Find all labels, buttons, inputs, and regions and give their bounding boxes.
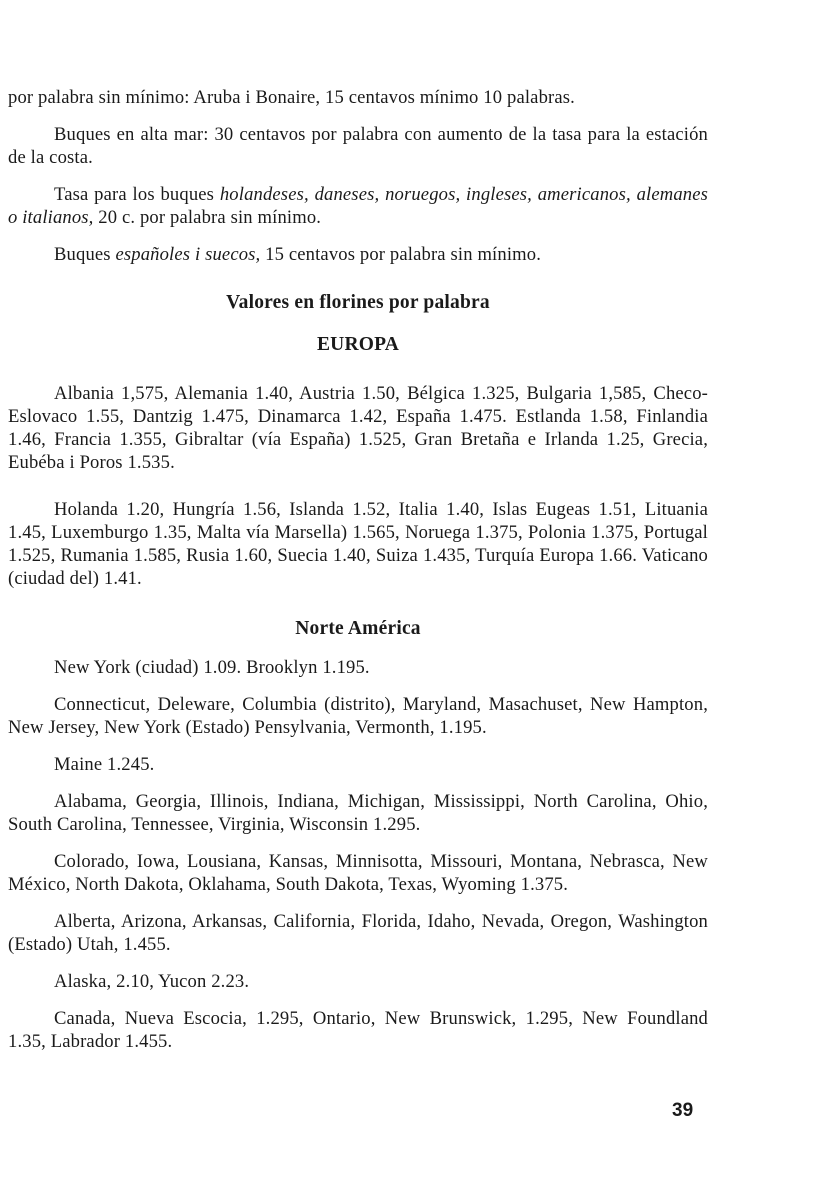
page-body bbox=[8, 86, 708, 1053]
europa-paragraph-1: Albania 1,575, Alemania 1.40, Austria 1.50, Bélgica 1.325, Bulgaria 1,585, Checo-Eslovaco 1.55, Dantzig 1.475, Dinamarca 1.42, España 1.475. Estlanda 1.58, Finlandia 1.46, Francia 1.355, Gibraltar (vía España) 1.525, Gran Bretaña e Irlanda 1.25, Grecia, Eubéba i Poros 1.535. bbox=[8, 383, 708, 473]
intro-p3-after: 20 c. por palabra sin mínimo. bbox=[93, 207, 322, 228]
intro-paragraph-3 bbox=[8, 183, 708, 229]
europa-paragraph-2: Holanda 1.20, Hungría 1.56, Islanda 1.52, Italia 1.40, Islas Eugeas 1.51, Lituania 1.45, Luxemburgo 1.35, Malta vía Marsella) 1.565, Noruega 1.375, Polonia 1.375, Portugal 1.525, Rumania 1.585, Rusia 1.60, Suecia 1.40, Suiza 1.435, Turquía Europa 1.66. Vaticano (ciudad del) 1.41. bbox=[8, 499, 708, 589]
heading-europa: EUROPA bbox=[316, 334, 400, 355]
norte-america-paragraph-5: Colorado, Iowa, Lousiana, Kansas, Minnisotta, Missouri, Montana, Nebrasca, New México, North Dakota, Oklahama, South Dakota, Texas, Wyoming 1.375. bbox=[8, 851, 708, 895]
norte-america-paragraph-3: Maine 1.245. bbox=[54, 754, 155, 775]
heading-valores: Valores en florines por palabra bbox=[226, 292, 490, 313]
norte-america-paragraph-7: Alaska, 2.10, Yucon 2.23. bbox=[54, 971, 250, 992]
intro-paragraph-4 bbox=[8, 243, 708, 266]
intro-p4-after: 15 centavos por palabra sin mínimo. bbox=[260, 244, 541, 265]
norte-america-paragraph-4: Alabama, Georgia, Illinois, Indiana, Michigan, Mississippi, North Carolina, Ohio, South Carolina, Tennessee, Virginia, Wisconsin 1.295. bbox=[8, 791, 708, 835]
intro-paragraph-1: por palabra sin mínimo: Aruba i Bonaire, 15 centavos mínimo 10 palabras. bbox=[8, 87, 575, 108]
norte-america-paragraph-2: Connecticut, Deleware, Columbia (distrito), Maryland, Masachuset, New Hampton, New Jersey, New York (Estado) Pensylvania, Vermonth, 1.195. bbox=[8, 694, 708, 738]
norte-america-paragraph-6: Alberta, Arizona, Arkansas, California, Florida, Idaho, Nevada, Oregon, Washington (Estado) Utah, 1.455. bbox=[8, 911, 708, 955]
norte-america-paragraph-1: New York (ciudad) 1.09. Brooklyn 1.195. bbox=[54, 657, 370, 678]
norte-america-paragraph-8: Canada, Nueva Escocia, 1.295, Ontario, New Brunswick, 1.295, New Foundland 1.35, Labrador 1.455. bbox=[8, 1008, 708, 1052]
heading-norte-america: Norte América bbox=[295, 618, 421, 639]
intro-p3-nationalities: holandeses, daneses, noruegos, ingleses, americanos, alemanes o italianos, bbox=[8, 184, 708, 228]
intro-p4-before: Buques bbox=[54, 244, 116, 265]
page-number: 39 bbox=[672, 1100, 694, 1121]
intro-p3-before: Tasa para los buques bbox=[54, 184, 220, 205]
intro-p4-nationalities: españoles i suecos, bbox=[115, 244, 261, 265]
intro-paragraph-2: Buques en alta mar: 30 centavos por palabra con aumento de la tasa para la estación de la costa. bbox=[8, 124, 708, 168]
